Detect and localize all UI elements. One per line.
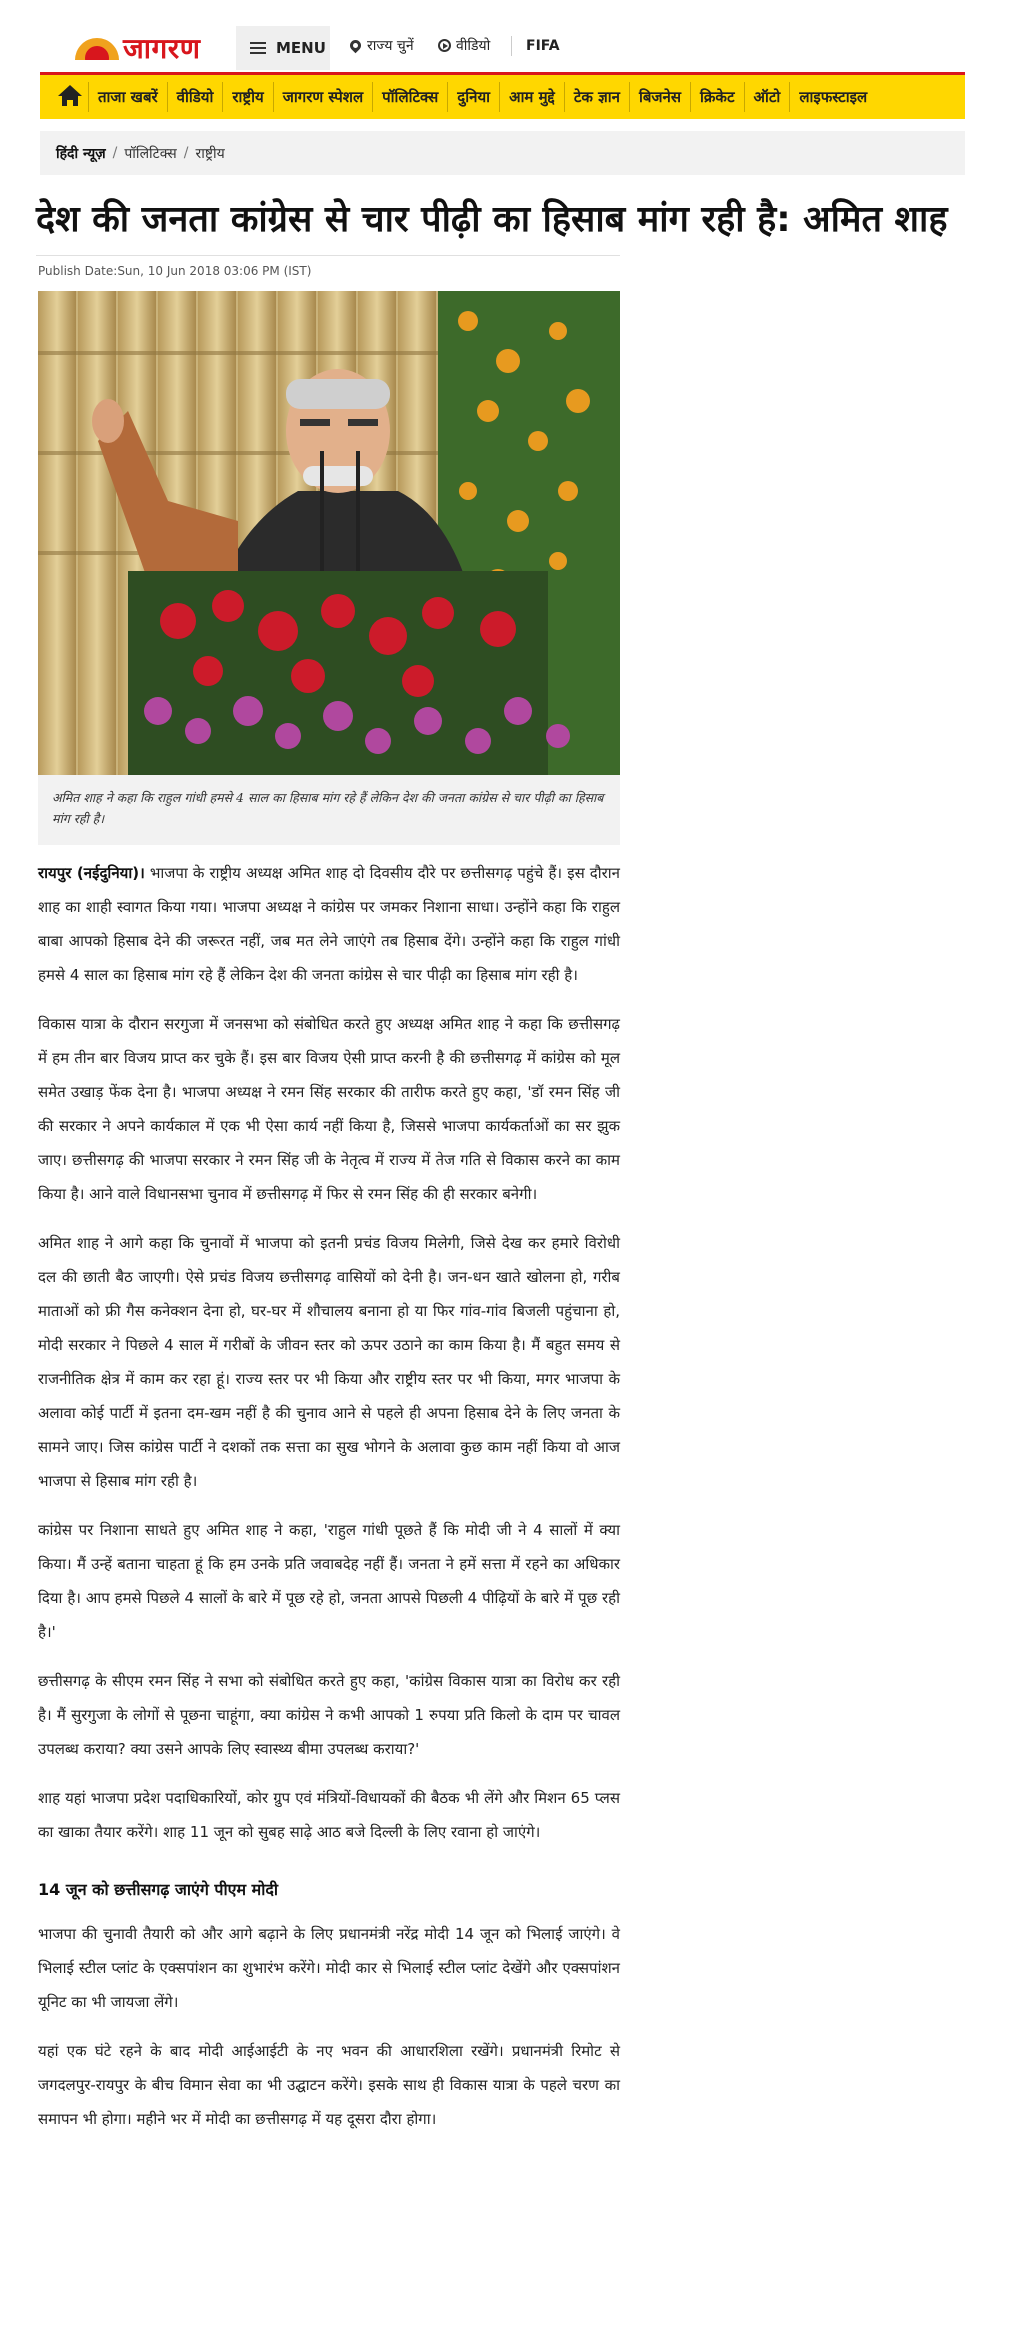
breadcrumb: [40, 131, 965, 175]
state-select-label: राज्य चुनें: [367, 38, 414, 54]
site-logo[interactable]: [75, 28, 201, 68]
breadcrumb-separator: /: [112, 145, 118, 161]
nav-item-video[interactable]: वीडियो: [167, 82, 223, 112]
video-label: वीडियो: [456, 38, 491, 54]
article-headline: देश की जनता कांग्रेस से चार पीढ़ी का हिसाब मांग रही है: अमित शाह: [36, 199, 948, 240]
nav-item-duniya[interactable]: दुनिया: [447, 82, 499, 112]
nav-item-cricket[interactable]: क्रिकेट: [690, 82, 744, 112]
article-paragraph-1: [38, 856, 620, 992]
logo-text: जागरण: [123, 32, 201, 65]
menu-label: MENU: [276, 39, 326, 57]
fifa-link[interactable]: FIFA: [526, 38, 560, 54]
nav-item-aam-mudde[interactable]: आम मुद्दे: [499, 82, 564, 112]
publish-date: Publish Date:Sun, 10 Jun 2018 03:06 PM (IST): [38, 264, 312, 278]
nav-item-politics[interactable]: पॉलिटिक्स: [372, 82, 447, 112]
location-pin-icon: [348, 38, 364, 54]
site-header: [0, 0, 1012, 74]
header-divider: [511, 36, 512, 56]
breadcrumb-rashtriya[interactable]: राष्ट्रीय: [195, 145, 225, 162]
breadcrumb-politics[interactable]: पॉलिटिक्स: [124, 145, 177, 162]
menu-button[interactable]: [236, 26, 330, 70]
nav-item-jagran-special[interactable]: जागरण स्पेशल: [273, 82, 372, 112]
logo-sun-icon: [75, 36, 119, 60]
article-paragraph-7: भाजपा की चुनावी तैयारी को और आगे बढ़ाने के लिए प्रधानमंत्री नरेंद्र मोदी 14 जून को भिलाई जाएंगे। वे भिलाई स्टील प्लांट के एक्सपांशन का शुभारंभ करेंगे। मोदी कार से भिलाई स्टील प्लांट देखेंगे और एक्सपांशन यूनिट का भी जायजा लेंगे।: [38, 1925, 620, 2011]
article-dateline: रायपुर (नईदुनिया)।: [38, 864, 145, 882]
photo-caption: अमित शाह ने कहा कि राहुल गांधी हमसे 4 साल का हिसाब मांग रहे हैं लेकिन देश की जनता कांग्रेस से चार पीढ़ी का हिसाब मांग रही है।: [38, 775, 620, 845]
article-paragraph-3: अमित शाह ने आगे कहा कि चुनावों में भाजपा को इतनी प्रचंड विजय मिलेगी, जिसे देख कर हमारे विरोधी दल की छाती बैठ जाएगी। ऐसे प्रचंड विजय छत्तीसगढ़ वासियों को देनी है। जन-धन खाते खोलना हो, गरीब माताओं को फ्री गैस कनेक्शन देना हो, घर-घर में शौचालय बनाना हो या फिर गांव-गांव बिजली पहुंचाना हो, मोदी सरकार ने पिछले 4 साल में गरीबों के जीवन स्तर को ऊपर उठाने का काम किया है। मैं बहुत समय से राजनीतिक क्षेत्र में काम कर रहा हूं। राज्य स्तर पर भी किया और राष्ट्रीय स्तर पर भी किया, मगर भाजपा के अलावा कोई पार्टी में इतना दम-खम नहीं है की चुनाव आने से पहले ही अपना हिसाब देने के लिए जनता के सामने जाए। जिस कांग्रेस पार्टी ने दशकों तक सत्ता का सुख भोगने के अलावा कुछ काम नहीं किया वो आज भाजपा से हिसाब मांग रही है।: [38, 1234, 620, 1490]
article-subheading: 14 जून को छत्तीसगढ़ जाएंगे पीएम मोदी: [38, 1880, 278, 1899]
nav-item-rashtriya[interactable]: राष्ट्रीय: [222, 82, 272, 112]
speaker-at-podium-image: [38, 291, 620, 775]
article-paragraph-2: विकास यात्रा के दौरान सरगुजा में जनसभा को संबोधित करते हुए अध्यक्ष अमित शाह ने कहा कि छत्तीसगढ़ में हम तीन बार विजय प्राप्त कर चुके हैं। इस बार विजय ऐसी प्राप्त करनी है की छत्तीसगढ़ में कांग्रेस को मूल समेत उखाड़ फेंक देना है। भाजपा अध्यक्ष ने रमन सिंह सरकार की तारीफ करते हुए कहा, 'डॉ रमन सिंह जी की सरकार ने अपने कार्यकाल में एक भी ऐसा कार्य नहीं किया है, जिससे भाजपा कार्यकर्ताओं का सर झुक जाए। छत्तीसगढ़ की भाजपा सरकार ने रमन सिंह जी के नेतृत्व में राज्य में तेज गति से विकास करने का काम किया है। आने वाले विधानसभा चुनाव में छत्तीसगढ़ में फिर से रमन सिंह की ही सरकार बनेगी।: [38, 1015, 620, 1203]
article-paragraph-4: कांग्रेस पर निशाना साधते हुए अमित शाह ने कहा, 'राहुल गांधी पूछते हैं कि मोदी जी ने 4 सालों में क्या किया। मैं उन्हें बताना चाहता हूं कि हम उनके प्रति जवाबदेह नहीं हैं। जनता ने हमें सत्ता में रहने का अधिकार दिया है। आप हमसे पिछले 4 सालों के बारे में पूछ रहे हो, जनता आपसे पिछली 4 पीढ़ियों के बारे में पूछ रही है।': [38, 1521, 620, 1641]
nav-item-taza-khabren[interactable]: ताजा खबरें: [88, 82, 167, 112]
article-paragraph-5: छत्तीसगढ़ के सीएम रमन सिंह ने सभा को संबोधित करते हुए कहा, 'कांग्रेस विकास यात्रा का विरोध कर रही है। मैं सुरगुजा के लोगों से पूछना चाहूंगा, क्या कांग्रेस ने कभी आपको 1 रुपया प्रति किलो के दाम पर चावल उपलब्ध कराया? क्या उसने आपके लिए स्वास्थ्य बीमा उपलब्ध कराया?': [38, 1672, 620, 1758]
state-select-link[interactable]: [350, 36, 414, 55]
nav-item-tech-gyan[interactable]: टेक ज्ञान: [564, 82, 629, 112]
nav-item-lifestyle[interactable]: लाइफस्टाइल: [789, 82, 876, 112]
home-icon[interactable]: [48, 75, 88, 119]
hamburger-icon: [250, 42, 266, 54]
article-photo[interactable]: [38, 291, 620, 775]
headline-divider: [36, 255, 620, 256]
breadcrumb-separator: /: [183, 145, 189, 161]
play-circle-icon: [438, 39, 451, 52]
article-paragraph-8: यहां एक घंटे रहने के बाद मोदी आईआईटी के नए भवन की आधारशिला रखेंगे। प्रधानमंत्री रिमोट से जगदलपुर-रायपुर के बीच विमान सेवा का भी उद्घाटन करेंगे। इसके साथ ही विकास यात्रा के पहले चरण का समापन भी होगा। महीने भर में मोदी का छत्तीसगढ़ में यह दूसरा दौरा होगा।: [38, 2042, 620, 2128]
article-body: [38, 856, 620, 2151]
main-nav: [40, 75, 965, 119]
article-paragraph-6: शाह यहां भाजपा प्रदेश पदाधिकारियों, कोर ग्रुप एवं मंत्रियों-विधायकों की बैठक भी लेंगे और मिशन 65 प्लस का खाका तैयार करेंगे। शाह 11 जून को सुबह साढ़े आठ बजे दिल्ली के लिए रवाना हो जाएंगे।: [38, 1789, 620, 1841]
nav-item-auto[interactable]: ऑटो: [744, 82, 790, 112]
article-paragraph-1-text: भाजपा के राष्ट्रीय अध्यक्ष अमित शाह दो दिवसीय दौरे पर छत्तीसगढ़ पहुंचे हैं। इस दौरान शाह का शाही स्वागत किया गया। भाजपा अध्यक्ष ने कांग्रेस पर जमकर निशाना साधा। उन्होंने कहा कि राहुल बाबा आपको हिसाब देने की जरूरत नहीं, जब मत लेने जाएंगे तब हिसाब देंगे। उन्होंने कहा कि राहुल गांधी हमसे 4 साल का हिसाब मांग रहे हैं लेकिन देश की जनता कांग्रेस से चार पीढ़ी का हिसाब मांग रही है।: [38, 864, 620, 984]
video-link[interactable]: [438, 36, 490, 55]
nav-item-business[interactable]: बिजनेस: [629, 82, 690, 112]
breadcrumb-home[interactable]: हिंदी न्यूज़: [56, 145, 106, 162]
